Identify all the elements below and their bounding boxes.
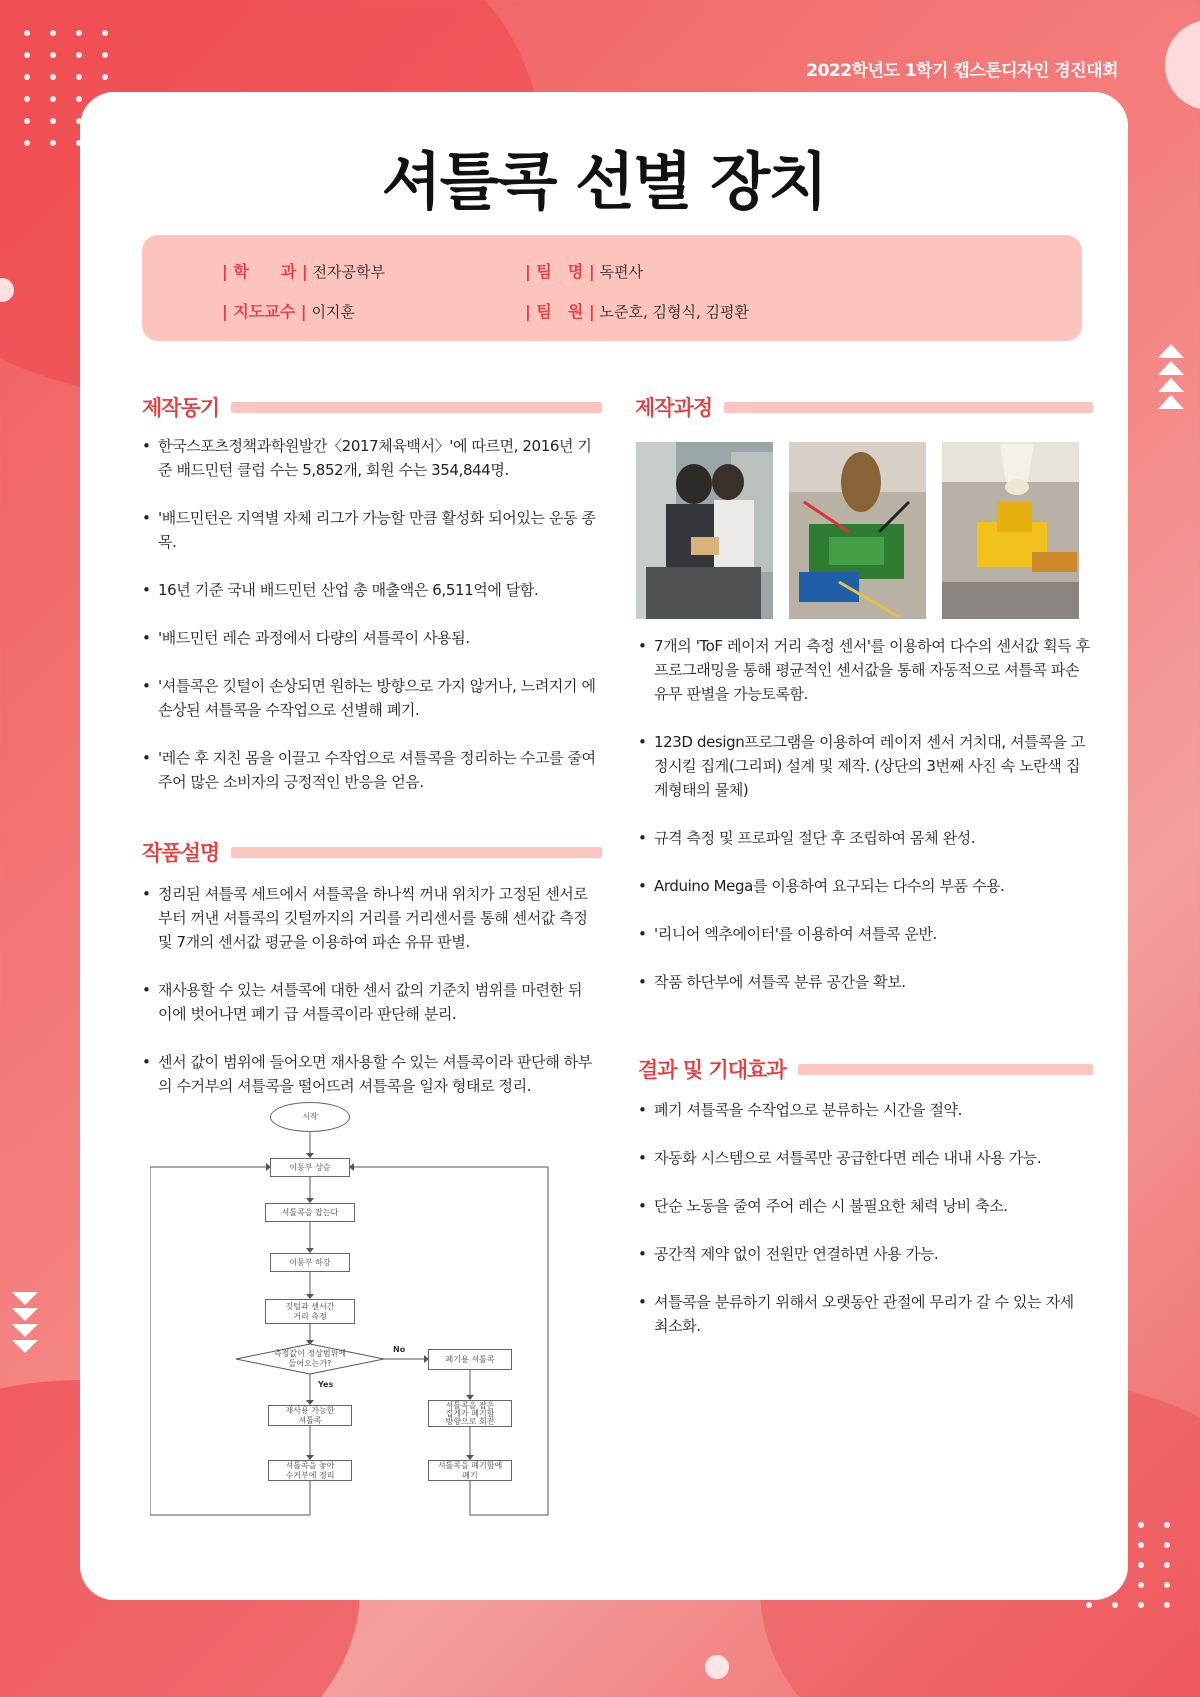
list-item: • 셔틀콕을 분류하기 위해서 오랫동안 관절에 무리가 갈 수 있는 자세 최소화. — [638, 1290, 1090, 1338]
process-photo-3 — [942, 442, 1079, 619]
members-row — [525, 299, 749, 322]
list-item: • 단순 노동을 줄여 주어 레슨 시 불필요한 체력 낭비 축소. — [638, 1194, 1090, 1218]
list-item: • '배드민턴 레슨 과정에서 다량의 셔틀콕이 사용됨. — [142, 626, 600, 650]
team-name-row — [525, 259, 643, 282]
section-heading-results — [638, 1054, 1093, 1084]
list-item: • '리니어 엑추에이터'를 이용하여 셔틀콕 운반. — [638, 922, 1090, 946]
list-item: • Arduino Mega를 이용하여 요구되는 다수의 부품 수용. — [638, 874, 1090, 898]
members-value: 노준호, 김형식, 김평환 — [599, 303, 750, 321]
list-item: • 한국스포츠정책과학원발간〈2017체육백서〉'에 따르면, 2016년 기준 배드민턴 클럽 수는 5,852개, 회원 수는 354,844명. — [142, 434, 600, 482]
flowchart-connectors — [150, 1102, 590, 1532]
list-item: • 123D design프로그램을 이용하여 레이저 센서 거치대, 셔틀콕을 고정시킬 집게(그리퍼) 설계 및 제작. (상단의 3번째 사진 속 노란색 집게형태의 물체) — [638, 730, 1090, 802]
list-item: • 작품 하단부에 셔틀콕 분류 공간을 확보. — [638, 970, 1090, 994]
background-blob — [1165, 20, 1200, 110]
process-list — [638, 634, 1090, 1018]
list-item: • 정리된 셔틀콕 세트에서 셔틀콕을 하나씩 꺼내 위치가 고정된 센서로 부터 꺼낸 셔틀콕의 깃털까지의 거리를 거리센서를 통해 센서값 측정 및 7개의 센서값 평균을 이용하여 파손 유뮤 판별. — [142, 882, 600, 954]
process-photo-1 — [636, 442, 773, 619]
members-label: | 팀 원 | — [525, 302, 595, 321]
flowchart-step: 셔틀콕을 폐기함에 폐기 — [428, 1460, 512, 1481]
triangle-up-icon — [1158, 344, 1184, 410]
dept-row — [222, 259, 385, 282]
professor-value: 이지훈 — [311, 303, 355, 321]
motivation-heading-text: 제작동기 — [142, 396, 220, 420]
results-heading-text: 결과 및 기대효과 — [638, 1058, 786, 1082]
list-item: • 7개의 'ToF 레이저 거리 측정 센서'를 이용하여 다수의 센서값 획득 후 프로그래밍을 통해 평균적인 센서값을 통해 자동적으로 셔틀콕 파손유무 판별을 가능토록함. — [638, 634, 1090, 706]
contest-title: 2022학년도 1학기 캡스톤디자인 경진대회 — [806, 61, 1118, 81]
flowchart-step: 폐기용 셔틀콕 — [428, 1349, 512, 1370]
heading-bar — [724, 402, 1093, 413]
flowchart-step: 이동부 상승 — [270, 1158, 350, 1177]
list-item: • 센서 값이 범위에 들어오면 재사용할 수 있는 셔틀콕이라 판단해 하부의 수거부의 셔틀콕을 떨어뜨려 셔틀콕을 일자 형태로 정리. — [142, 1050, 600, 1098]
list-item: • 공간적 제약 없이 전원만 연결하면 사용 가능. — [638, 1242, 1090, 1266]
list-item: • 자동화 시스템으로 셔틀콕만 공급한다면 레슨 내내 사용 가능. — [638, 1146, 1090, 1170]
list-item: • 16년 기준 국내 배드민턴 산업 총 매출액은 6,511억에 달함. — [142, 578, 600, 602]
list-item: • '배드민턴은 지역별 자체 리그가 가능할 만큼 활성화 되어있는 운동 종목. — [142, 506, 600, 554]
section-heading-description — [142, 837, 602, 867]
flowchart-decision: 측정값이 정상범위에 들어오는가? — [273, 1349, 347, 1368]
flowchart-start: 시작 — [270, 1102, 350, 1132]
triangle-down-icon — [12, 1292, 38, 1354]
list-item: • '레슨 후 지친 몸을 이끌고 수작업으로 셔틀콕을 정리하는 수고를 줄여 주어 많은 소비자의 긍정적인 반응을 얻음. — [142, 746, 600, 794]
list-item: • 폐기 셔틀콕을 수작업으로 분류하는 시간을 절약. — [638, 1098, 1090, 1122]
motivation-list — [142, 434, 600, 818]
process-photo-2 — [789, 442, 926, 619]
dept-value: 전자공학부 — [312, 263, 385, 281]
description-heading-text: 작품설명 — [142, 841, 220, 865]
heading-bar — [231, 847, 602, 858]
results-list — [638, 1098, 1090, 1362]
section-heading-motivation — [142, 392, 602, 422]
background-blob — [705, 1655, 729, 1679]
flowchart-yes-label: Yes — [318, 1380, 334, 1389]
flowchart-step: 깃털과 센서간 거리 측정 — [265, 1299, 355, 1324]
flowchart-step: 셔틀콕을 잡은 집게가 폐기함 방향으로 회전 — [428, 1400, 512, 1427]
process-heading-text: 제작과정 — [635, 396, 713, 420]
list-item: • 재사용할 수 있는 셔틀콕에 대한 센서 값의 기준치 범위를 마련한 뒤 이에 벗어나면 폐기 급 셔틀콕이라 판단해 분리. — [142, 978, 600, 1026]
team-name-value: 독편사 — [599, 263, 644, 281]
flowchart-step: 재사용 가능한 셔틀콕 — [268, 1405, 352, 1426]
professor-label: | 지도교수 | — [222, 302, 307, 321]
list-item: • 규격 측정 및 프로파일 절단 후 조립하여 몸체 완성. — [638, 826, 1090, 850]
team-name-label: | 팀 명 | — [525, 262, 595, 281]
poster-card — [80, 92, 1128, 1600]
description-list — [142, 882, 600, 1122]
flowchart-step: 셔틀콕을 놓아 수거부에 정리 — [268, 1460, 352, 1481]
team-info-box — [142, 235, 1082, 341]
dept-label: | 학 과 | — [222, 262, 308, 281]
list-item: • '셔틀콕은 깃털이 손상되면 원하는 방향으로 가지 않거나, 느려지기 에 손상된 셔틀콕을 수작업으로 선별해 폐기. — [142, 674, 600, 722]
page-title: 셔틀콕 선별 장치 — [381, 145, 827, 218]
professor-row — [222, 299, 355, 322]
heading-bar — [798, 1064, 1093, 1075]
section-heading-process — [635, 392, 1093, 422]
flowchart-step: 셔틀콕을 잡는다 — [265, 1203, 355, 1222]
process-flowchart — [150, 1102, 590, 1532]
heading-bar — [231, 402, 602, 413]
flowchart-step: 이동부 하강 — [270, 1253, 350, 1272]
flowchart-no-label: No — [393, 1345, 406, 1354]
